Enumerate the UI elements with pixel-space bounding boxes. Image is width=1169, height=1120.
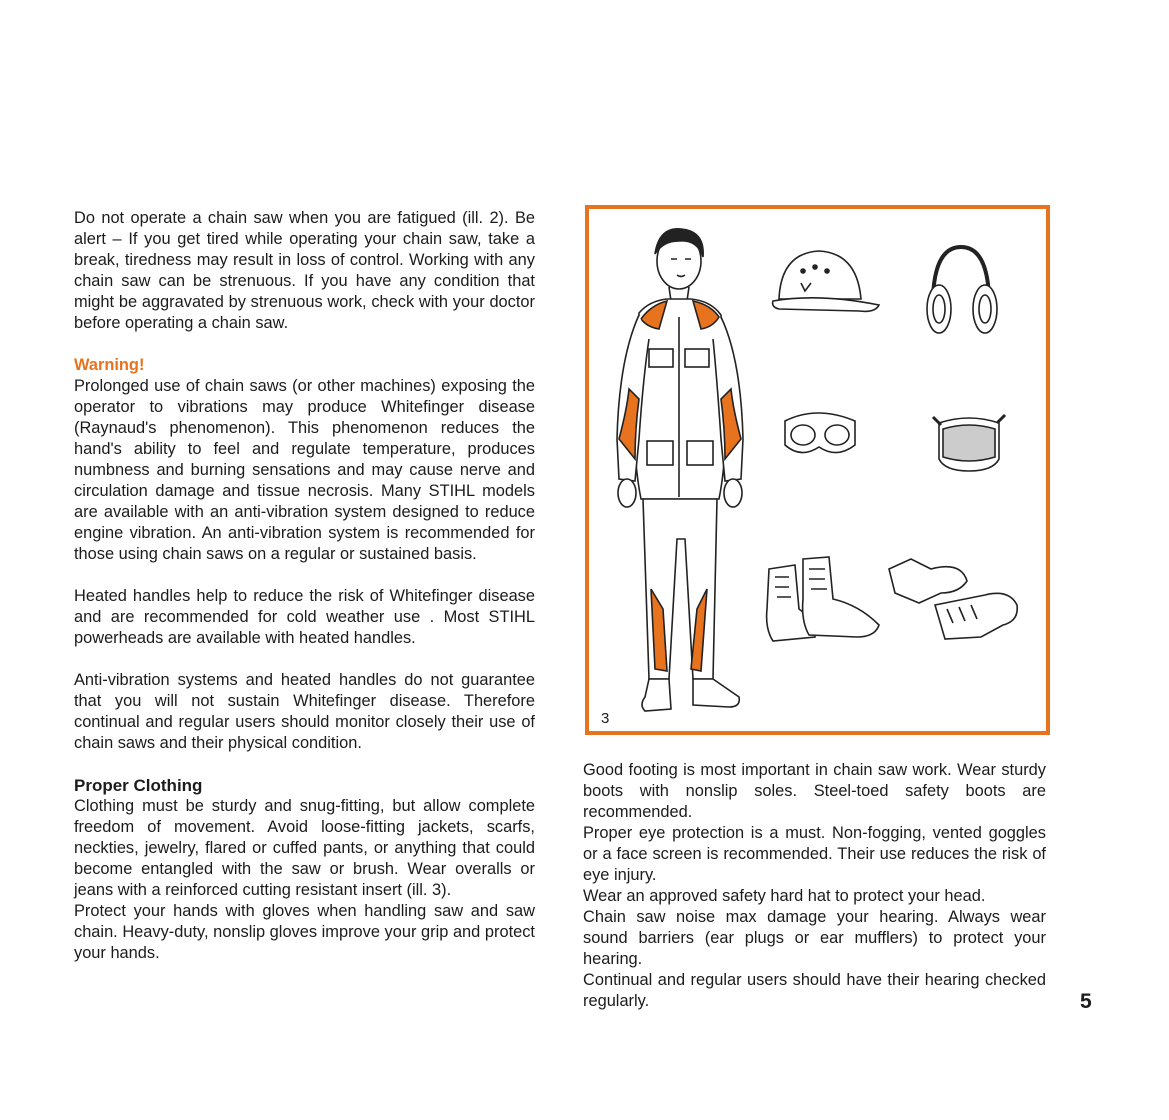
- intro-paragraph: Do not operate a chain saw when you are fatigued (ill. 2). Be alert – If you get tired while operating your chain saw, take a break, tiredness may result in loss of control. Working with any chain saw can be strenuous. If you have any condition that might be aggravated by strenuous work, check with your doctor before operating a chain saw.: [74, 209, 535, 332]
- gloves-paragraph: Protect your hands with gloves when handling saw and saw chain. Heavy-duty, nonslip gloves improve your grip and protect your hands.: [74, 902, 535, 962]
- ear-muffs-icon: [927, 247, 997, 333]
- left-column: [74, 208, 535, 964]
- illustration-svg: [589, 209, 1046, 731]
- figure-number: 3: [601, 710, 610, 727]
- warning-heading: Warning!: [74, 356, 145, 374]
- face-screen-icon: [933, 415, 1005, 471]
- eye-protection-paragraph: Proper eye protection is a must. Non-fogging, vented goggles or a face screen is recommended. Their use reduces the risk of eye injury.: [583, 824, 1046, 884]
- page-number: 5: [1080, 990, 1092, 1013]
- anti-vibration-paragraph: Anti-vibration systems and heated handles do not guarantee that you will not sustain Whitefinger disease. Therefore continual and regular users should monitor closely their use of chain saws and their physical condition.: [74, 671, 535, 752]
- hard-hat-icon: [773, 251, 879, 311]
- protective-equipment-illustration: [585, 205, 1050, 735]
- clothing-heading: Proper Clothing: [74, 776, 203, 795]
- hearing-check-paragraph: Continual and regular users should have their hearing checked regularly.: [583, 971, 1046, 1010]
- right-column: [583, 760, 1046, 1012]
- clothing-paragraph: Clothing must be sturdy and snug-fitting, but allow complete freedom of movement. Avoid loose-fitting jackets, scarfs, neckties, jewelry, flared or cuffed pants, or anything that could become entangled with the saw or brush. Wear overalls or jeans with a reinforced cutting resistant insert (ill. 3).: [74, 797, 535, 899]
- goggles-icon: [785, 413, 855, 453]
- hearing-paragraph: Chain saw noise max damage your hearing. Always wear sound barriers (ear plugs or ear mufflers) to protect your hearing.: [583, 908, 1046, 968]
- whitefinger-paragraph: Prolonged use of chain saws (or other machines) exposing the operator to vibrations may produce Whitefinger disease (Raynaud's phenomenon). This phenomenon reduces the hand's ability to feel and regulate temperature, produces numbness and burning sensations and may cause nerve and circulation damage and tissue necrosis. Many STIHL models are available with an anti-vibration system designed to reduce engine vibration. An anti-vibration system is recommended for those using chain saws on a regular or sustained basis.: [74, 377, 535, 563]
- footing-paragraph: Good footing is most important in chain saw work. Wear sturdy boots with nonslip soles. Steel-toed safety boots are recommended.: [583, 761, 1046, 821]
- safety-boots-icon: [767, 557, 879, 641]
- heated-handles-paragraph: Heated handles help to reduce the risk of Whitefinger disease and are recommended for cold weather use . Most STIHL powerheads are available with heated handles.: [74, 587, 535, 647]
- worker-figure: [617, 229, 743, 711]
- hard-hat-paragraph: Wear an approved safety hard hat to protect your head.: [583, 887, 986, 905]
- gloves-icon: [889, 559, 1017, 639]
